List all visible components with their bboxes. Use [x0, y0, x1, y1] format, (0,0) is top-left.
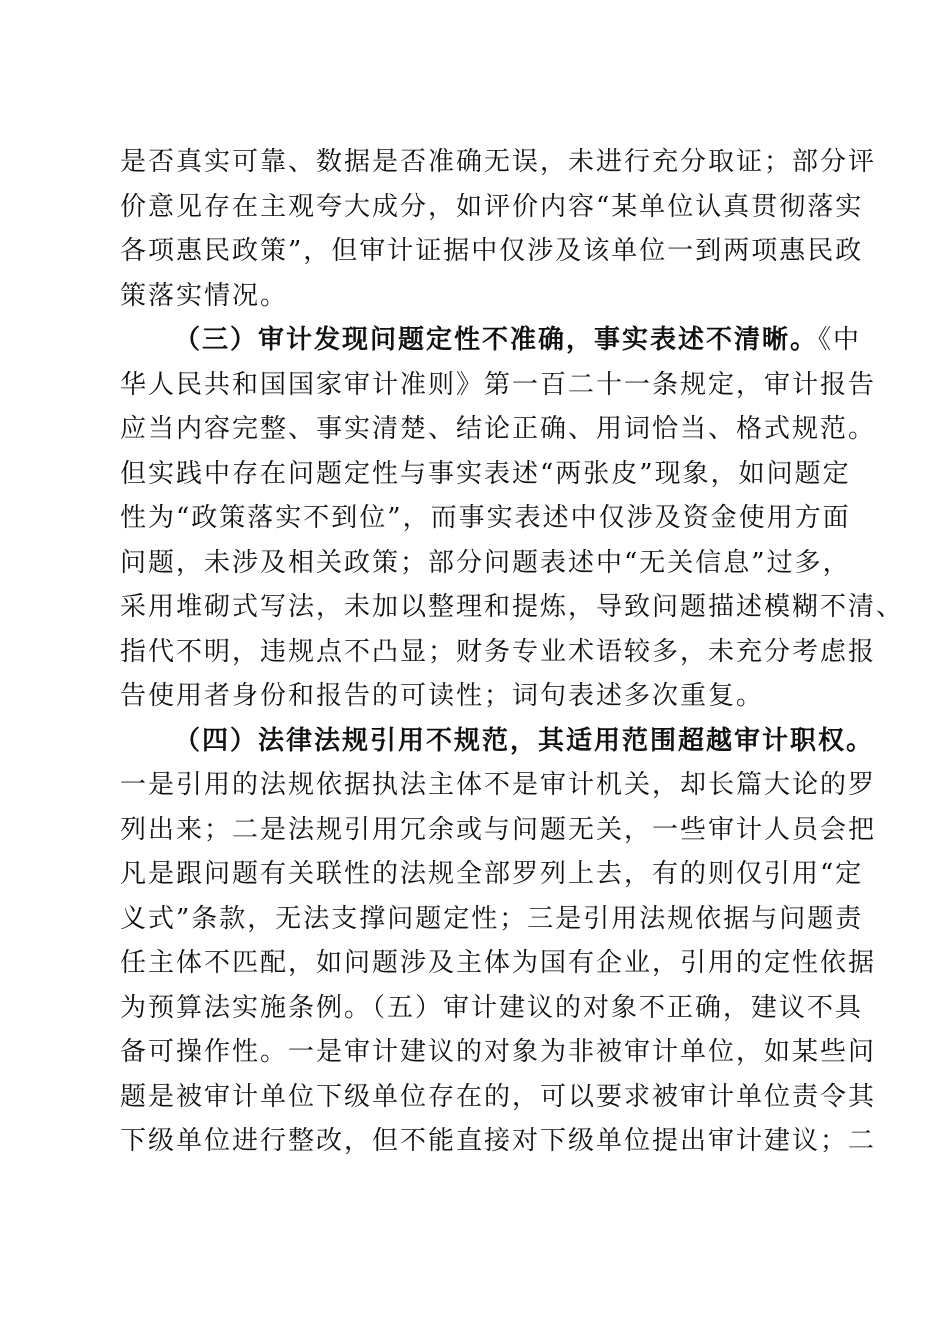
- text-line: 应当内容完整、事实清楚、结论正确、用词恰当、格式规范。: [120, 414, 877, 444]
- section-heading: （三）审计发现问题定性不准确，事实表述不清晰。: [174, 325, 819, 355]
- section-heading: （四）法律法规引用不规范，其适用范围超越审计职权。: [174, 725, 875, 756]
- section-heading-line: [120, 719, 875, 764]
- document-body: [120, 140, 905, 1164]
- text-line: 题是被审计单位下级单位存在的，可以要求被审计单位责令其: [120, 1081, 877, 1112]
- text-line: 策落实情况。: [120, 280, 289, 311]
- text-line: 义式”条款，无法支撑问题定性；三是引用法规依据与问题责: [120, 903, 864, 934]
- text-line: 指代不明，违规点不凸显；财务专业术语较多，未充分考虑报: [120, 636, 877, 667]
- section-text: 《中: [818, 325, 862, 355]
- text-line: 是否真实可靠、数据是否准确无误，未进行充分取证；部分评: [120, 147, 877, 177]
- text-line: 告使用者身份和报告的可读性；词句表述多次重复。: [120, 681, 765, 711]
- text-line: 备可操作性。一是审计建议的对象为非被审计单位，如某些问: [120, 1037, 877, 1067]
- text-line: 凡是跟问题有关联性的法规全部罗列上去，有的则仅引用“定: [120, 859, 864, 889]
- text-line: 采用堆砌式写法，未加以整理和提炼，导致问题描述模糊不清、: [120, 592, 905, 622]
- text-line: 性为“政策落实不到位”，而事实表述中仅涉及资金使用方面: [120, 503, 851, 533]
- text-line: 列出来；二是法规引用冗余或与问题无关，一些审计人员会把: [120, 814, 877, 845]
- text-line: 任主体不匹配，如问题涉及主体为国有企业，引用的定性依据: [120, 948, 877, 978]
- text-line: 一是引用的法规依据执法主体不是审计机关，却长篇大论的罗: [120, 770, 877, 800]
- text-line: 各项惠民政策”，但审计证据中仅涉及该单位一到两项惠民政: [120, 236, 864, 266]
- text-line: 问题，未涉及相关政策；部分问题表述中“无关信息”过多，: [120, 547, 851, 578]
- text-line: 下级单位进行整改，但不能直接对下级单位提出审计建议；二: [120, 1126, 877, 1156]
- text-line: 华人民共和国国家审计准则》第一百二十一条规定，审计报告: [120, 369, 877, 400]
- section-heading-line: [120, 318, 862, 363]
- text-line: 为预算法实施条例。（五）审计建议的对象不正确，建议不具: [120, 992, 864, 1023]
- text-line: 但实践中存在问题定性与事实表述“两张皮”现象，如问题定: [120, 458, 851, 489]
- text-line: 价意见存在主观夸大成分，如评价内容“某单位认真贯彻落实: [120, 191, 864, 222]
